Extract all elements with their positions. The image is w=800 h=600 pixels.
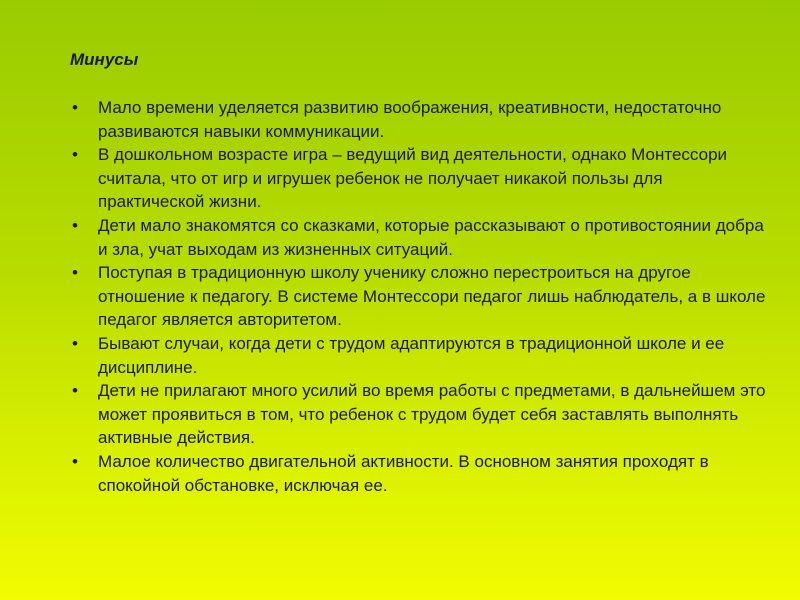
bullet-item <box>70 261 770 332</box>
bullet-icon: • <box>72 263 78 283</box>
bullet-text: Бывают случаи, когда дети с трудом адаптируются в традиционной школе и ее дисциплине. <box>98 333 725 377</box>
bullet-text: Мало времени уделяется развитию воображения, креативности, недостаточно развиваются навыки коммуникации. <box>98 98 722 141</box>
slide-title: Минусы <box>70 50 139 69</box>
bullet-item <box>70 332 770 379</box>
bullet-icon: • <box>72 215 78 235</box>
bullet-text: Дети не прилагают много усилий во время работы с предметами, в дальнейшем это может проявиться в том, что ребенок с трудом будет себя заставлять выполнять активные действия. <box>98 381 766 448</box>
bullet-icon: • <box>72 381 78 401</box>
bullet-text: Малое количество двигательной активности. В основном занятия проходят в спокойной обстановке, исключая ее. <box>98 451 709 495</box>
bullet-item <box>70 214 770 261</box>
bullet-list <box>70 96 770 497</box>
bullet-text: Дети мало знакомятся со сказками, которые рассказывают о противостоянии добра и зла, учат выходам из жизненных ситуаций. <box>98 215 764 259</box>
bullet-text: В дошкольном возрасте игра – ведущий вид деятельности, однако Монтессори считала, что от игр и игрушек ребенок не получает никакой пользы для практической жизни. <box>98 145 728 212</box>
bullet-icon: • <box>72 333 78 353</box>
bullet-icon: • <box>72 98 78 117</box>
bullet-item <box>70 450 770 497</box>
bullet-text: Поступая в традиционную школу ученику сложно перестроиться на другое отношение к педагогу. В системе Монтессори педагог лишь наблюдатель, а в школе педагог является авторитетом. <box>98 263 766 330</box>
bullet-item <box>70 379 770 450</box>
bullet-item <box>70 143 770 214</box>
bullet-item <box>70 96 770 143</box>
bullet-icon: • <box>72 145 78 165</box>
bullet-icon: • <box>72 451 78 471</box>
